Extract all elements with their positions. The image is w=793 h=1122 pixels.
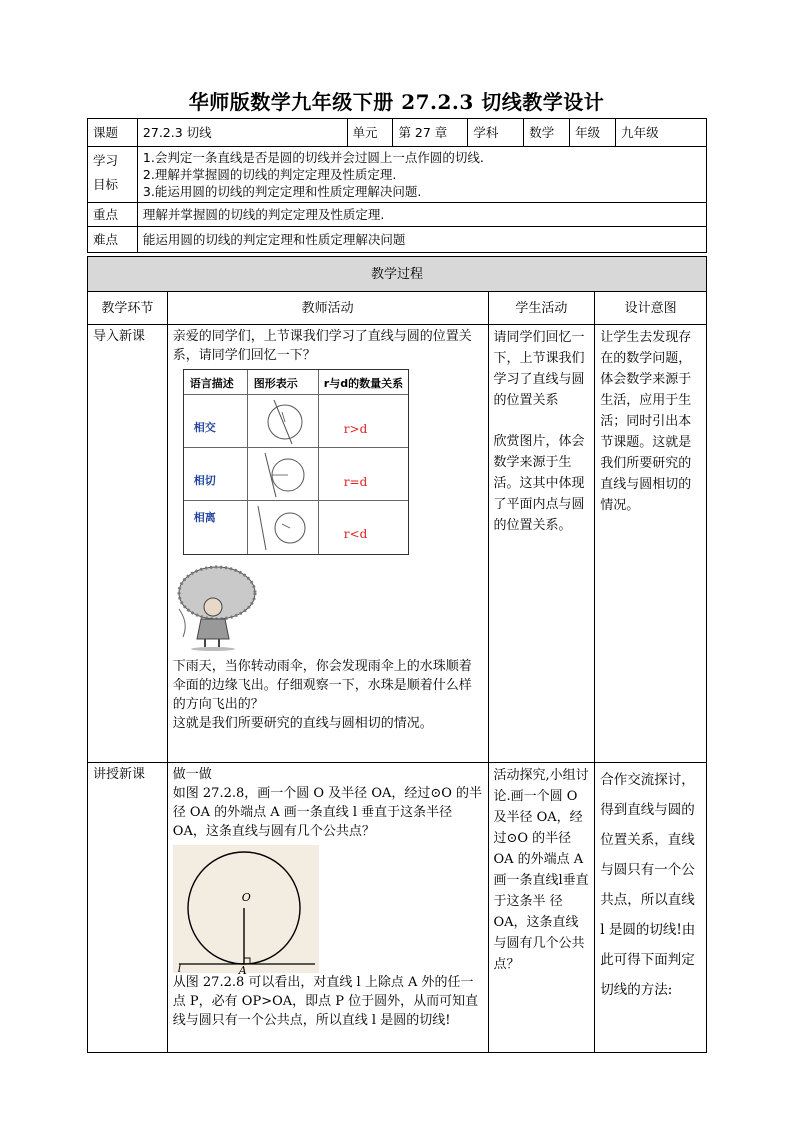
rel-divider (184, 394, 408, 395)
intro-teacher-p2: 下雨天，当你转动雨伞，你会发现雨伞上的水珠顺着伞面的边缘飞出。仔细观察一下，水珠是顺着什么样的方向飞出的？ (172, 659, 472, 712)
col-header-intent: 设计意图 (595, 292, 707, 325)
difficulty-text: 能运用圆的切线的判定定理和性质定理解决问题 (137, 227, 706, 253)
rel-header: 语言描述 (189, 377, 234, 390)
stage-new: 讲授新课 (88, 763, 168, 1053)
label-center-o: O (241, 891, 251, 904)
document-title: 华师版数学九年级下册 27.2.3 切线教学设计 (188, 90, 605, 114)
intro-teacher-p3: 这就是我们所要研究的直线与圆相切的情况。 (172, 716, 433, 731)
objective-item: 2.理解并掌握圆的切线的判定定理及性质定理. (142, 167, 397, 182)
rel-header: r与d的数量关系 (323, 377, 404, 390)
grade-value: 九年级 (616, 119, 707, 147)
label-point-a: A (238, 964, 247, 977)
subject-label: 学科 (468, 119, 524, 147)
lesson-value: 27.2.3 切线 (137, 119, 347, 147)
unit-value: 第 27 章 (393, 119, 468, 147)
rel-header: 图形表示 (253, 377, 298, 390)
intro-design-intent: 让学生去发现存在的数学问题，体会数学来源于生活，应用于生活；同时引出本节课题。这就是我们所要研究的直线与圆相切的情况。 (595, 325, 707, 763)
key-point-text: 理解并掌握圆的切线的判定定理及性质定理. (137, 203, 706, 227)
intro-teacher-p1: 亲爱的同学们，上节课我们学习了直线与圆的位置关系，请同学们回忆一下？ (172, 329, 472, 363)
stage-intro: 导入新课 (88, 325, 168, 763)
col-header-teacher: 教师活动 (167, 292, 488, 325)
rel-value: r=d (343, 475, 368, 489)
tangent-construction-svg (173, 845, 319, 973)
objectives-list (137, 147, 706, 203)
objectives-label (88, 147, 138, 203)
difficulty-label: 难点 (88, 227, 138, 253)
tangent-figure (252, 451, 314, 499)
grade-label: 年级 (570, 119, 616, 147)
rel-divider (184, 447, 408, 448)
new-teacher-p1: 做一做 (172, 767, 212, 782)
lesson-info-table (87, 118, 707, 253)
rel-divider (247, 370, 248, 554)
teaching-process-table (87, 256, 707, 1053)
objective-item: 1.会判定一条直线是否是圆的切线并会过圆上一点作圆的切线. (142, 150, 484, 165)
rel-value: r<d (343, 527, 368, 541)
intro-student-activity (488, 325, 595, 763)
new-student-activity: 活动探究,小组讨论.画一个圆 O 及半径 OA，经过⊙O 的半径 OA 的外端点 A 画一条直线l垂直于这条半 径 OA，这条直线与圆有几个公共点？ (488, 763, 595, 1053)
rel-divider (318, 370, 319, 554)
objectives-label-line1: 学习 (93, 153, 119, 168)
unit-label: 单元 (347, 119, 393, 147)
rel-value: r>d (343, 422, 368, 436)
col-header-student: 学生活动 (488, 292, 595, 325)
intersect-figure (252, 398, 314, 446)
key-point-label: 重点 (88, 203, 138, 227)
objective-item: 3.能运用圆的切线的判定定理和性质定理解决问题. (142, 184, 422, 199)
rel-name: 相交 (193, 421, 216, 434)
relation-table (183, 369, 409, 555)
rel-divider (184, 500, 408, 501)
intro-student-p1: 请同学们回忆一下，上节课我们学习了直线与圆的位置关系 (493, 330, 585, 408)
rel-name: 相切 (193, 474, 216, 487)
subject-value: 数学 (524, 119, 570, 147)
label-line-l: l (177, 962, 182, 975)
new-teacher-p3: 从图 27.2.8 可以看出，对直线 l 上除点 A 外的任一点 P，必有 OP>OA，即点 P 位于圆外，从而可知直线与圆只有一个公共点，所以直线 l 是圆的切线! (172, 975, 479, 1028)
process-section-title: 教学过程 (88, 257, 707, 292)
rel-name: 相离 (193, 511, 216, 524)
separate-figure (252, 504, 314, 552)
objectives-label-line2: 目标 (93, 177, 119, 192)
intro-teacher-activity (167, 325, 488, 763)
new-teacher-activity (167, 763, 488, 1053)
intro-student-p2: 欣赏图片，体会数学来源于生活。这其中体现了平面内点与圆的位置关系。 (493, 434, 585, 533)
new-teacher-p2: 如图 27.2.8，画一个圆 O 及半径 OA，经过⊙O 的半径 OA 的外端点 A 画一条直线 l 垂直于这条半径 OA，这条直线与圆有几个公共点？ (172, 786, 483, 839)
figure-27-2-8 (173, 845, 319, 977)
col-header-stage: 教学环节 (88, 292, 168, 325)
new-design-intent: 合作交流探讨，得到直线与圆的位置关系，直线与圆只有一个公共点，所以直线 l 是圆的切线!由此可得下面判定切线的方法: (595, 763, 707, 1053)
umbrella-girl-illustration (175, 563, 265, 651)
lesson-label: 课题 (88, 119, 138, 147)
